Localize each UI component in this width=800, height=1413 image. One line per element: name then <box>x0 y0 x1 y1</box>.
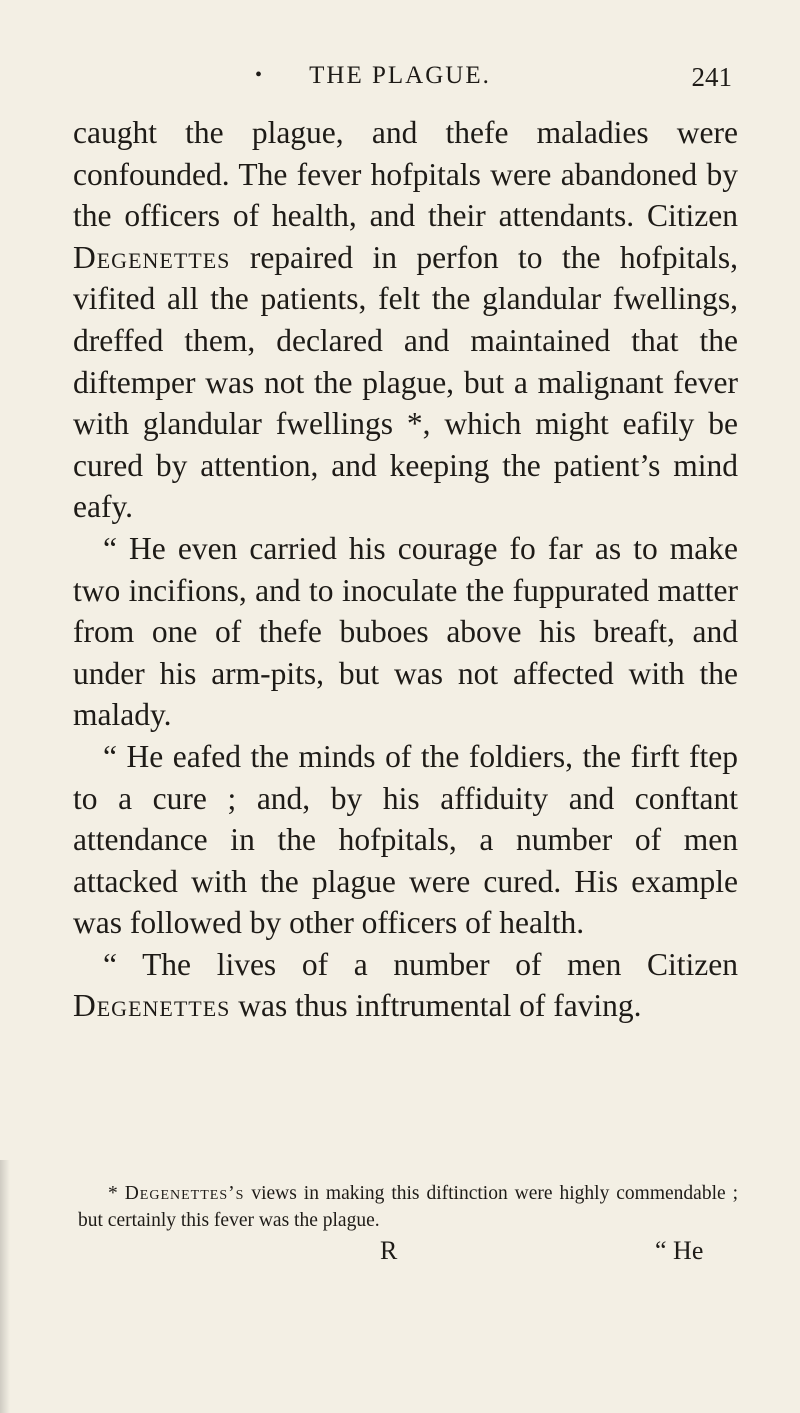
footnote-marker: * <box>108 1183 125 1204</box>
paragraph-1 <box>73 112 738 528</box>
paragraph-4-text-cont: was thus inftrumental of faving. <box>230 988 642 1024</box>
signature-mark: R <box>380 1236 398 1265</box>
paragraph-2: “ He even carried his courage fo far as to make two incifions, and to inoculate the fuppurated matter from one of thefe buboes above his breaft, and under his arm-pits, but was not affected with the malady. <box>73 530 738 733</box>
paragraph-1-text-cont: repaired in perfon to the hofpitals, vifited all the patients, felt the glandular fwellings, dreffed them, declared and maintained that the diftemper was not the plague, but a malignant fever with glandular fwellings *, which might eafily be cured by attention, and keeping the patient’s mind eafy. <box>73 239 738 525</box>
paragraph-4 <box>73 944 738 1027</box>
printer-mark: • <box>255 64 263 86</box>
paragraph-4-text: “ The lives of a number of men Citizen <box>103 946 738 982</box>
paragraph-1-text: caught the plague, and thefe maladies were confounded. The fever hofpitals were abandoned by the officers of health, and their attendants. Citizen <box>73 115 738 234</box>
footnote-text: views in making this diftinction were highly commendable ; but certainly this fever was the plague. <box>78 1183 739 1231</box>
running-head <box>0 62 800 96</box>
name-degenettes: Degenettes <box>73 239 231 275</box>
page-edge-shadow <box>0 1160 10 1413</box>
catchword: “ He <box>655 1236 704 1265</box>
running-title: THE PLAGUE. <box>309 62 491 89</box>
paragraph-3: “ He eafed the minds of the foldiers, the firft ftep to a cure ; and, by his affiduity and conftant attendance in the hofpitals, a number of men attacked with the plague were cured. His example was followed by other officers of health. <box>73 738 738 941</box>
footnote <box>78 1180 738 1234</box>
body-text <box>73 112 738 1027</box>
page-number: 241 <box>691 62 732 92</box>
name-degenettes: Degenettes <box>73 988 231 1024</box>
footnote-name: Degenettes’s <box>124 1183 245 1204</box>
